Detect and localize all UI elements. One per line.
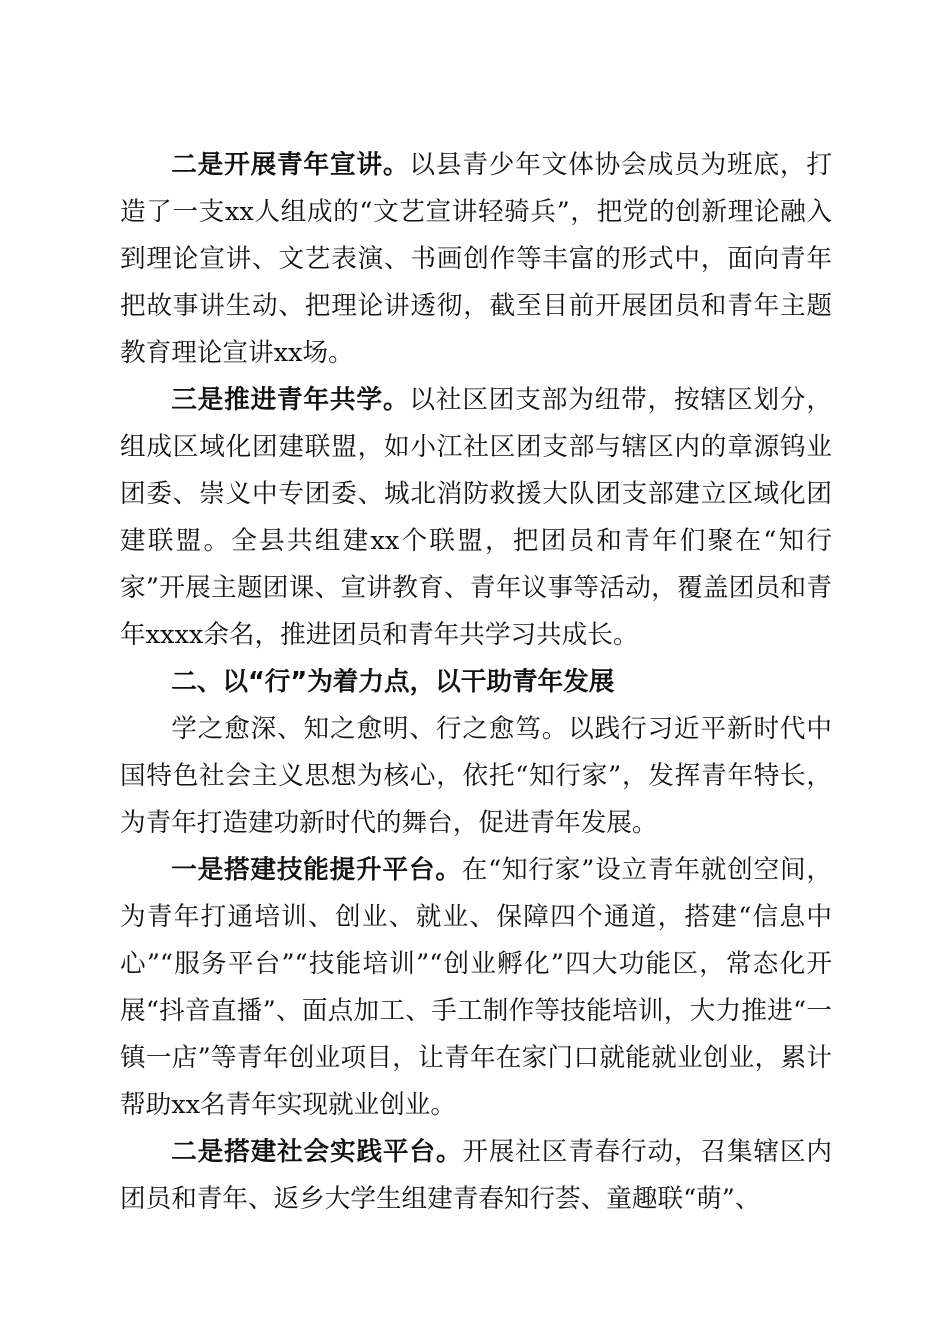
paragraph-lead: 一是搭建技能提升平台。 bbox=[171, 855, 462, 885]
paragraph-text: 开展社区青春行动，召集辖区内团员和青年、返乡大学生组建青春知行荟、童趣联“萌”、 bbox=[120, 1137, 832, 1214]
paragraph-text: 以社区团支部为纽带，按辖区划分，组成区域化团建联盟，如小江社区团支部与辖区内的章源钨业团委、崇义中专团委、城北消防救援大队团支部建立区域化团建联盟。全县共组建xx个联盟，把团员和青年们聚在“知行家”开展主题团课、宣讲教育、青年议事等活动，覆盖团员和青年xxxx余名，推进团员和青年共学习共成长。 bbox=[120, 385, 832, 650]
paragraph-youth-lectures bbox=[120, 142, 832, 377]
paragraph-text: 以县青少年文体协会成员为班底，打造了一支xx人组成的“文艺宣讲轻骑兵”，把党的创新理论融入到理论宣讲、文艺表演、书画创作等丰富的形式中，面向青年把故事讲生动、把理论讲透彻，截至目前开展团员和青年主题教育理论宣讲xx场。 bbox=[120, 150, 832, 368]
paragraph-social-practice bbox=[120, 1129, 832, 1223]
paragraph-text: 学之愈深、知之愈明、行之愈笃。以践行习近平新时代中国特色社会主义思想为核心，依托“知行家”，发挥青年特长，为青年打造建功新时代的舞台，促进青年发展。 bbox=[120, 714, 832, 838]
paragraph-lead: 三是推进青年共学。 bbox=[171, 385, 410, 415]
paragraph-lead: 二是开展青年宣讲。 bbox=[171, 150, 410, 180]
paragraph-section-intro bbox=[120, 706, 832, 847]
paragraph-youth-co-learning bbox=[120, 377, 832, 659]
paragraph-text: 在“知行家”设立青年就创空间，为青年打通培训、创业、就业、保障四个通道，搭建“信息中心”“服务平台”“技能培训”“创业孵化”四大功能区，常态化开展“抖音直播”、面点加工、手工制作等技能培训，大力推进“一镇一店”等青年创业项目，让青年在家门口就能就业创业，累计帮助xx名青年实现就业创业。 bbox=[120, 855, 832, 1120]
section-heading: 二、以“行”为着力点，以干助青年发展 bbox=[171, 667, 615, 697]
paragraph-skills-platform bbox=[120, 847, 832, 1129]
document-body bbox=[120, 142, 832, 1223]
paragraph-lead: 二是搭建社会实践平台。 bbox=[171, 1137, 463, 1167]
